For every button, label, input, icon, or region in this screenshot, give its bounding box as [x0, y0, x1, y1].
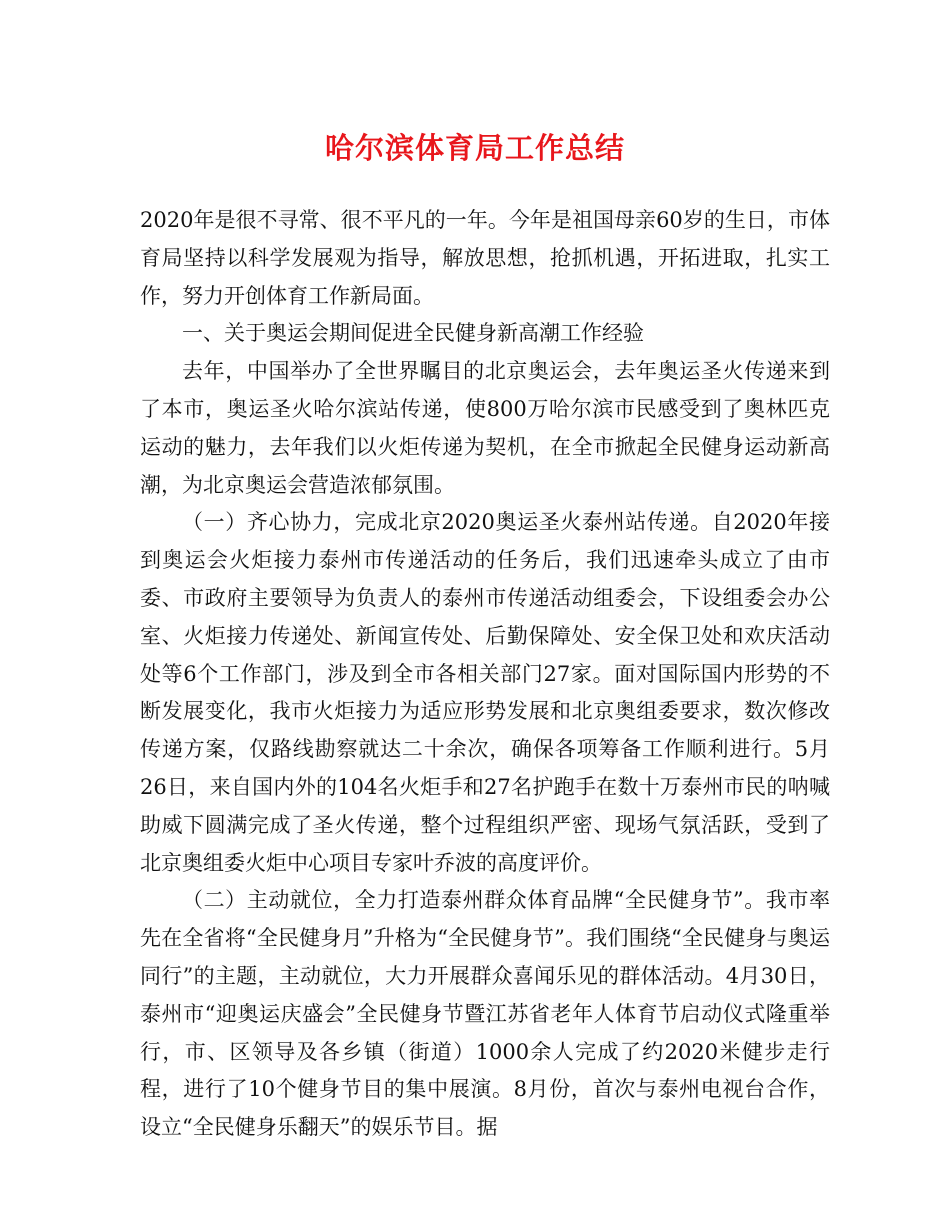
body-paragraph: （二）主动就位，全力打造泰州群众体育品牌“全民健身节”。我市率先在全省将“全民健身月”升格为“全民健身节”。我们围绕“全民健身与奥运同行”的主题，主动就位，大力开展群众喜闻乐见的群体活动。4月30日，泰州市“迎奥运庆盛会”全民健身节暨江苏省老年人体育节启动仪式隆重举行，市、区领导及各乡镇（街道）1000余人完成了约2020米健步走行程，进行了10个健身节目的集中展演。8月份，首次与泰州电视台合作，设立“全民健身乐翻天”的娱乐节目。据	[140, 888, 830, 1140]
body-paragraph: 去年，中国举办了全世界瞩目的北京奥运会，去年奥运圣火传递来到了本市，奥运圣火哈尔滨站传递，使800万哈尔滨市民感受到了奥林匹克运动的魅力，去年我们以火炬传递为契机，在全市掀起全民健身运动新高潮，为北京奥运会营造浓郁氛围。	[140, 359, 830, 497]
section-heading: 一、关于奥运会期间促进全民健身新高潮工作经验	[182, 321, 644, 346]
body-paragraph: （一）齐心协力，完成北京2020奥运圣火泰州站传递。自2020年接到奥运会火炬接力泰州市传递活动的任务后，我们迅速牵头成立了由市委、市政府主要领导为负责人的泰州市传递活动组委会，下设组委会办公室、火炬接力传递处、新闻宣传处、后勤保障处、安全保卫处和欢庆活动处等6个工作部门，涉及到全市各相关部门27家。面对国际国内形势的不断发展变化，我市火炬接力为适应形势发展和北京奥组委要求，数次修改传递方案，仅路线勘察就达二十余次，确保各项筹备工作顺利进行。5月26日，来自国内外的104名火炬手和27名护跑手在数十万泰州市民的呐喊助威下圆满完成了圣火传递，整个过程组织严密、现场气氛活跃，受到了北京奥组委火炬中心项目专家叶乔波的高度评价。	[140, 510, 830, 875]
intro-paragraph: 2020年是很不寻常、很不平凡的一年。今年是祖国母亲60岁的生日，市体育局坚持以科学发展观为指导，解放思想，抢抓机遇，开拓进取，扎实工作，努力开创体育工作新局面。	[140, 208, 830, 308]
document-title: 哈尔滨体育局工作总结	[324, 131, 625, 165]
document-body	[140, 202, 830, 1147]
